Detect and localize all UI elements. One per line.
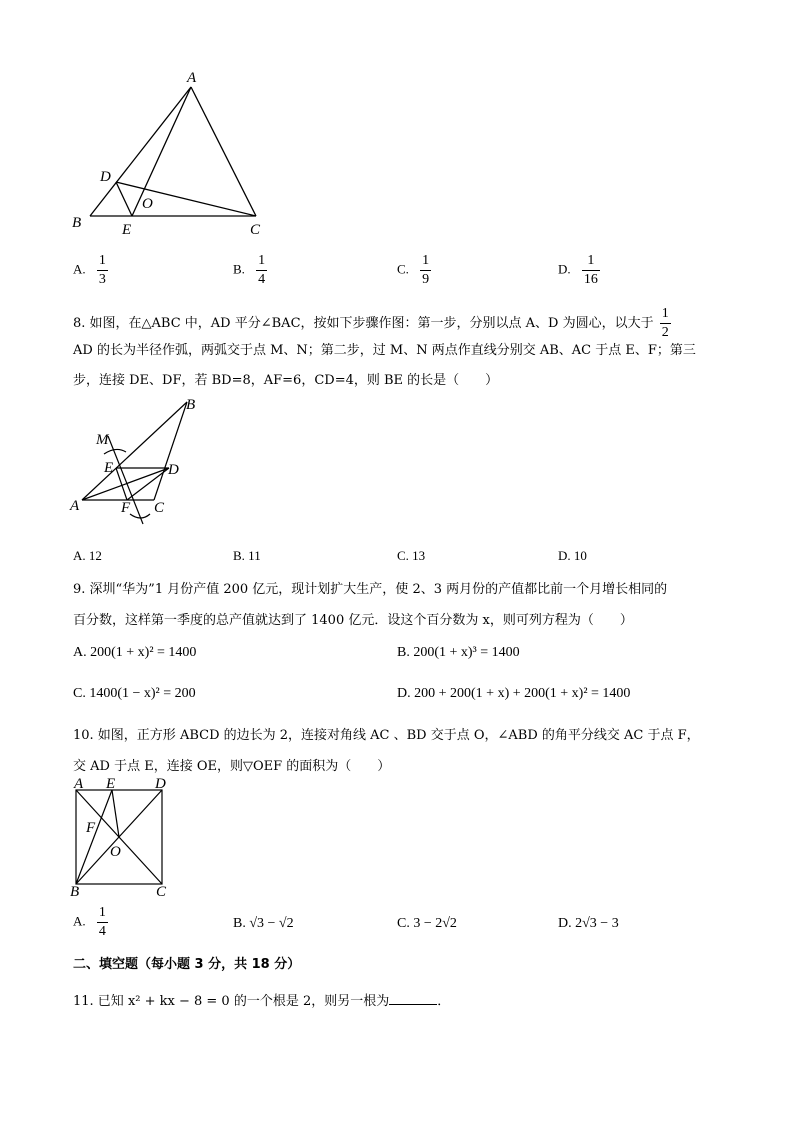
label-d: D [168, 462, 179, 478]
label-m: M [96, 432, 109, 448]
label-b: B [72, 215, 82, 231]
label-b: B [186, 397, 196, 413]
q9-option-c[interactable]: C. 1400(1 − x)² = 200 [73, 686, 196, 701]
q11-line: 11. 已知 x² + kx − 8 = 0 的一个根是 2，则另一根为 ． [73, 994, 451, 1009]
q8-option-a[interactable]: A. 12 [73, 548, 102, 563]
q10-line1: 10. 如图，正方形 ABCD 的边长为 2，连接对角线 AC 、BD 交于点 O，∠ABD 的角平分线交 AC 于点 F， [73, 728, 700, 743]
label-d: D [100, 169, 111, 185]
q8-option-c[interactable]: C. 13 [397, 548, 426, 563]
q9-line2: 百分数，这样第一季度的总产值就达到了 1400 亿元．设这个百分数为 x，则可列方程为（ ） [73, 613, 633, 628]
q10-option-c[interactable]: C. 3 − 2√2 [397, 916, 457, 931]
q9-line1: 9. 深圳“华为”1 月份产值 200 亿元，现计划扩大生产，使 2、3 两月份的产值都比前一个月增长相同的 [73, 582, 668, 597]
label-a: A [70, 498, 80, 514]
q10-option-a[interactable]: A. $\frac{1}{4}$ [73, 905, 106, 939]
fraction-half: $\frac{1}{2}$ [661, 306, 669, 340]
label-e: E [104, 460, 114, 476]
square-abcd-figure [66, 778, 176, 898]
label-c: C [250, 222, 261, 238]
q9-option-b[interactable]: B. 200(1 + x)³ = 1400 [397, 645, 520, 660]
label-f: F [86, 820, 96, 836]
q10-line2: 交 AD 于点 E，连接 OE，则▽OEF 的面积为（ ） [73, 759, 391, 774]
q10-option-d[interactable]: D. 2√3 − 3 [558, 916, 619, 931]
label-o: O [110, 844, 121, 860]
label-o: O [142, 196, 153, 212]
label-c: C [156, 884, 167, 898]
q10-option-b[interactable]: B. √3 − √2 [233, 916, 294, 931]
q9-option-a[interactable]: A. 200(1 + x)² = 1400 [73, 645, 197, 660]
q8-line2: AD 的长为半径作弧，两弧交于点 M、N；第二步，过 M、N 两点作直线分别交 AB、AC 于点 E、F；第三 [73, 343, 696, 358]
label-b: B [70, 884, 80, 898]
q8-option-b[interactable]: B. 11 [233, 548, 261, 563]
triangle-construction-figure [66, 394, 206, 532]
q8-line3: 步，连接 DE、DF，若 BD=8，AF=6，CD=4，则 BE 的长是（ ） [73, 373, 499, 388]
q8-line1: 8. 如图，在△ABC 中，AD 平分∠BAC，按如下步骤作图：第一步，分别以点 A、D 为圆心，以大于 $\frac{1}{2}$ [73, 306, 669, 340]
q7-option-d[interactable]: D. $\frac{1}{16}$ [558, 253, 598, 287]
label-f: F [121, 500, 131, 516]
label-a: A [187, 70, 197, 86]
label-d: D [155, 778, 166, 792]
q8-option-d[interactable]: D. 10 [558, 548, 587, 563]
answer-blank[interactable] [389, 992, 437, 1005]
q9-option-d[interactable]: D. 200 + 200(1 + x) + 200(1 + x)² = 1400 [397, 686, 631, 701]
section-heading: 二、填空题（每小题 3 分，共 18 分） [73, 957, 301, 972]
q7-option-a[interactable]: A. $\frac{1}{3}$ [73, 253, 106, 287]
q7-option-c[interactable]: C. $\frac{1}{9}$ [397, 253, 430, 287]
label-c: C [154, 500, 165, 516]
label-a: A [74, 778, 84, 792]
triangle-abc-figure [60, 66, 280, 240]
label-e: E [122, 222, 132, 238]
q7-option-b[interactable]: B. $\frac{1}{4}$ [233, 253, 266, 287]
label-e: E [106, 778, 116, 792]
